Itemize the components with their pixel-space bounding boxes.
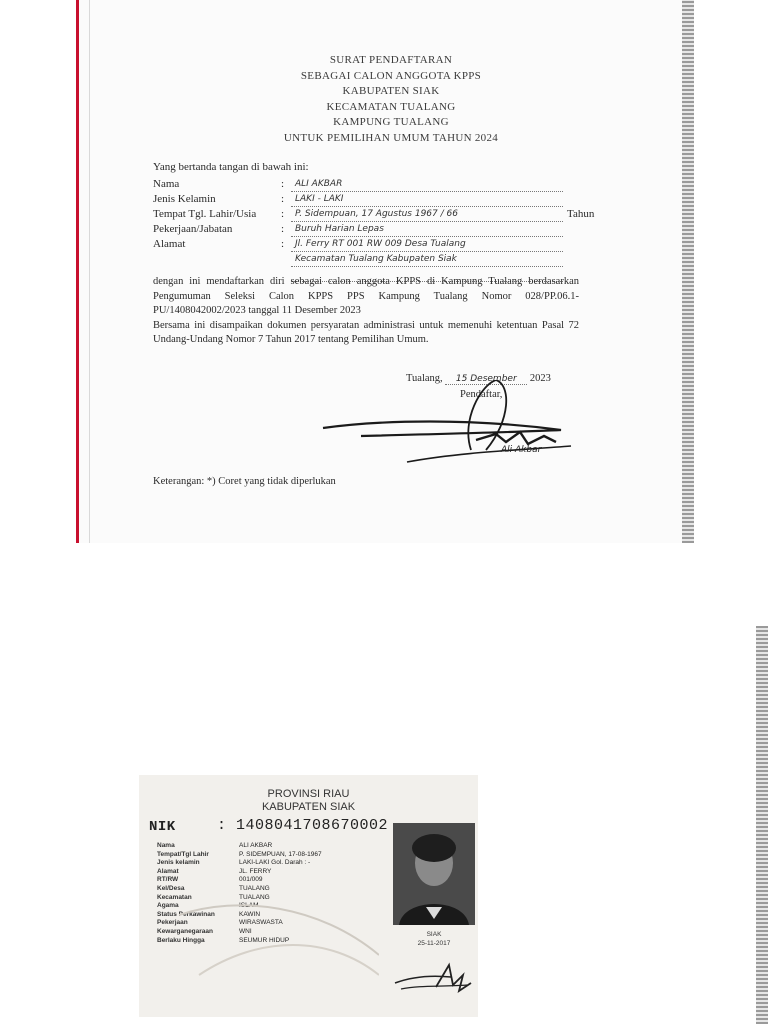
id-row: Kel/Desa TUALANG — [157, 884, 270, 892]
heading-line: KABUPATEN SIAK — [342, 85, 440, 97]
body-paragraph: dengan ini mendaftarkan diri sebagai calon anggota KPPS di Kampung Tualang berdasarkan Pengumuman Seleksi Calon KPPS PPS Kampung Tualang Nomor 028/PP.06.1-PU/1408042002/2023 tanggal 11 Desember 2023 — [153, 276, 579, 316]
id-row: Kewarganegaraan WNI — [157, 927, 252, 935]
heading-line: KAMPUNG TUALANG — [333, 116, 449, 128]
field-value-name: ALI AKBAR — [291, 177, 563, 192]
registration-form-page — [76, 0, 694, 543]
signatory-name: Ali Akbar — [501, 445, 542, 455]
id-issue-date: 25-11-2017 — [417, 940, 451, 947]
id-row: Jenis kelamin LAKI-LAKI Gol. Darah : - — [157, 859, 311, 867]
id-row: RT/RW 001/009 — [157, 876, 263, 884]
field-value-birth: P. Sidempuan, 17 Agustus 1967 / 66 — [291, 207, 563, 222]
id-row: Pekerjaan WIRASWASTA — [157, 919, 283, 927]
signature-image — [321, 380, 581, 470]
field-value-address-2: Kecamatan Tualang Kabupaten Siak — [291, 252, 563, 267]
field-row-address-2 — [153, 252, 594, 267]
scan-edge-page-2 — [756, 626, 768, 1024]
place-label: Tualang, — [406, 373, 443, 384]
nik-label: NIK — [149, 819, 176, 835]
id-row: Agama ISLAM — [157, 902, 259, 910]
id-card-header — [139, 788, 478, 814]
margin-fold-line — [89, 0, 90, 543]
id-row: Berlaku Hingga SEUMUR HIDUP — [157, 936, 290, 944]
id-row: Tempat/Tgl Lahir P. SIDEMPUAN, 17-08-1967 — [157, 850, 322, 858]
field-label: Nama — [153, 178, 180, 190]
field-label: Jenis Kelamin — [153, 193, 216, 205]
id-photo — [393, 823, 475, 925]
form-body — [153, 275, 579, 348]
field-label: Pekerjaan/Jabatan — [153, 223, 233, 235]
field-row-address: Alamat : Jl. Ferry RT 001 RW 009 Desa Tualang — [153, 237, 594, 252]
field-label: Alamat — [153, 238, 186, 250]
id-regency: KABUPATEN SIAK — [261, 801, 356, 813]
field-value-gender: LAKI - LAKI — [291, 192, 563, 207]
heading-line: UNTUK PEMILIHAN UMUM TAHUN 2024 — [283, 131, 499, 144]
id-card-scan — [139, 775, 478, 1017]
form-heading — [256, 53, 526, 146]
field-row-gender: Jenis Kelamin : LAKI - LAKI — [153, 192, 594, 207]
field-suffix: Tahun — [567, 208, 595, 220]
field-label: Tempat Tgl. Lahir/Usia — [153, 208, 257, 220]
form-fields — [153, 177, 594, 282]
person-portrait-icon — [393, 823, 475, 925]
nik-value: : 1408041708670002 — [217, 817, 389, 834]
field-value-address: Jl. Ferry RT 001 RW 009 Desa Tualang — [291, 237, 563, 252]
body-paragraph: Bersama ini disampaikan dokumen persyaratan administrasi untuk memenuhi ketentuan Pasal 72 Undang-Undang Nomor 7 Tahun 2017 tentang Pemilihan Umum. — [153, 319, 579, 345]
id-issue-place: SIAK — [426, 931, 442, 938]
intro-text: Yang bertanda tangan di bawah ini: — [153, 161, 309, 173]
id-signature-image — [391, 957, 477, 1007]
field-value-occupation: Buruh Harian Lepas — [291, 222, 563, 237]
id-province: PROVINSI RIAU — [267, 788, 350, 800]
scan-edge — [682, 0, 694, 543]
year: 2023 — [529, 373, 551, 384]
id-row: Nama ALI AKBAR — [157, 842, 273, 849]
id-row: Alamat JL. FERRY — [157, 867, 272, 875]
registrant-label: Pendaftar, — [460, 389, 503, 400]
margin-red-line — [76, 0, 79, 543]
id-row: Status Perkawinan KAWIN — [157, 910, 261, 918]
id-issue-info — [393, 930, 475, 948]
footnote: Keterangan: *) Coret yang tidak diperlukan — [153, 476, 336, 487]
heading-line: SEBAGAI CALON ANGGOTA KPPS — [300, 69, 482, 82]
id-card-watermark — [179, 895, 379, 985]
field-row-birth: Tempat Tgl. Lahir/Usia : P. Sidempuan, 17 Agustus 1967 / 66 Tahun — [153, 208, 595, 220]
heading-line: SURAT PENDAFTARAN — [329, 54, 453, 66]
field-row-name: Nama : ALI AKBAR — [153, 177, 594, 192]
field-row-occupation: Pekerjaan/Jabatan : Buruh Harian Lepas — [153, 222, 594, 237]
heading-line: KECAMATAN TUALANG — [326, 100, 456, 113]
id-row: Kecamatan TUALANG — [157, 893, 270, 901]
date-value: 15 Desember — [445, 374, 527, 385]
